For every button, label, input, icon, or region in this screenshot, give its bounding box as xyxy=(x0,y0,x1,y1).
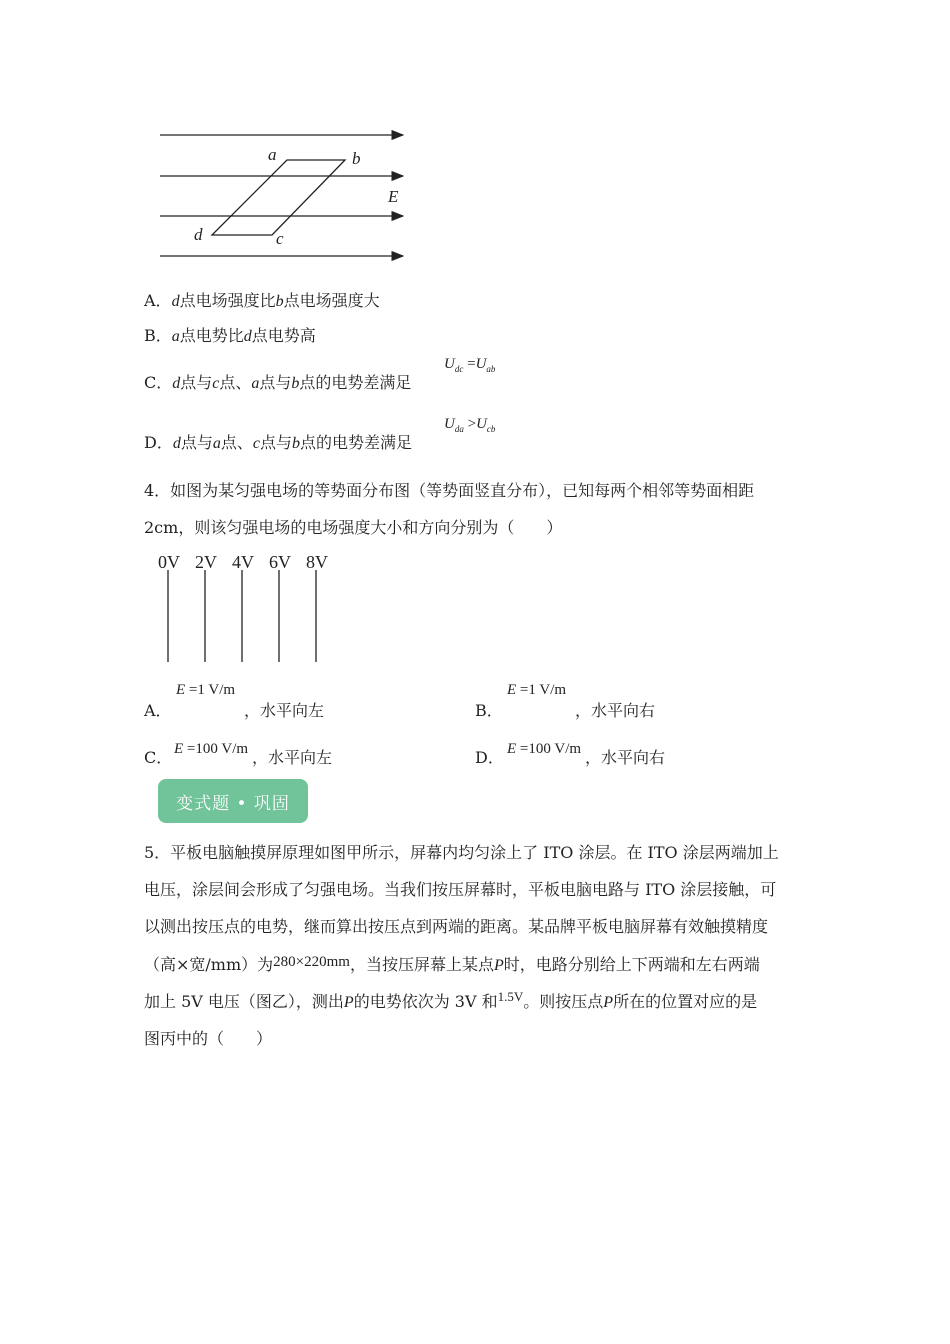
q4-option-a-formula: E =1 V/m xyxy=(176,682,236,698)
q4-option-b-formula: E =1 V/m xyxy=(507,682,567,698)
q3-option-c-formula: $U_{dc} =U_{ab}$ xyxy=(444,356,496,374)
potential-label-1: 2V xyxy=(195,552,217,572)
q4-option-a[interactable]: A． xyxy=(144,701,172,720)
q4-option-b[interactable]: B． xyxy=(475,701,503,720)
q4-stem-line-1: 4．如图为某匀强电场的等势面分布图（等势面竖直分布），已知每两个相邻等势面相距 xyxy=(144,481,755,500)
q3-option-d[interactable]: D．d点与a点、c点与b点的电势差满足 xyxy=(144,433,413,452)
q4-option-c-direction: ，水平向左 xyxy=(252,748,333,767)
label-d: d xyxy=(194,225,203,244)
q4-option-b-direction: ，水平向右 xyxy=(575,701,656,720)
variant-practice-badge: 变式题 • 巩固 xyxy=(158,779,308,823)
q3-option-b[interactable]: B．a点电势比d点电势高 xyxy=(144,326,316,345)
q5-stem-line-3: 以测出按压点的电势，继而算出按压点到两端的距离。某品牌平板电脑屏幕有效触摸精度 xyxy=(144,917,769,936)
potential-label-2: 4V xyxy=(232,552,254,572)
q4-option-d-direction: ，水平向右 xyxy=(585,748,666,767)
q5-stem-line-6: 图丙中的（ ） xyxy=(144,1029,273,1048)
label-b: b xyxy=(352,149,361,168)
q4-option-d-formula: E =100 V/m xyxy=(507,741,582,757)
potential-label-0: 0V xyxy=(158,552,180,572)
equipotential-lines-figure xyxy=(150,548,350,668)
q5-stem-line-5: 加上 5V 电压（图乙），测出P的电势依次为 3V 和$^{1.5V}$。则按压点P所在的位置对应的是 xyxy=(144,989,758,1011)
q4-option-c-formula: E =100 V/m xyxy=(174,741,249,757)
parallelogram-abcd xyxy=(212,160,345,235)
q4-stem-line-2: 2cm，则该匀强电场的电场强度大小和方向分别为（ ） xyxy=(144,518,563,537)
q5-stem-line-4: （高×宽/mm）为280×220mm，当按压屏幕上某点P时，电路分别给上下两端和左右两端 xyxy=(144,954,760,974)
q3-option-c[interactable]: C．d点与c点、a点与b点的电势差满足 xyxy=(144,373,412,392)
q3-option-a[interactable]: A．d点电场强度比b点电场强度大 xyxy=(144,291,380,310)
label-E: E xyxy=(388,187,399,206)
q5-stem-line-1: 5．平板电脑触摸屏原理如图甲所示，屏幕内均匀涂上了 ITO 涂层。在 ITO 涂层两端加上 xyxy=(144,843,779,862)
label-a: a xyxy=(268,145,277,164)
q4-option-d[interactable]: D． xyxy=(475,748,504,767)
potential-label-3: 6V xyxy=(269,552,291,572)
label-c: c xyxy=(276,229,284,248)
potential-label-4: 8V xyxy=(306,552,328,572)
field-lines-parallelogram-figure xyxy=(150,120,420,270)
q5-stem-line-2: 电压，涂层间会形成了匀强电场。当我们按压屏幕时，平板电脑电路与 ITO 涂层接触，可 xyxy=(144,880,777,899)
q4-option-a-direction: ，水平向左 xyxy=(244,701,325,720)
q4-option-c[interactable]: C． xyxy=(144,748,173,767)
q3-option-d-formula: $U_{da} >U_{cb}$ xyxy=(444,416,496,434)
